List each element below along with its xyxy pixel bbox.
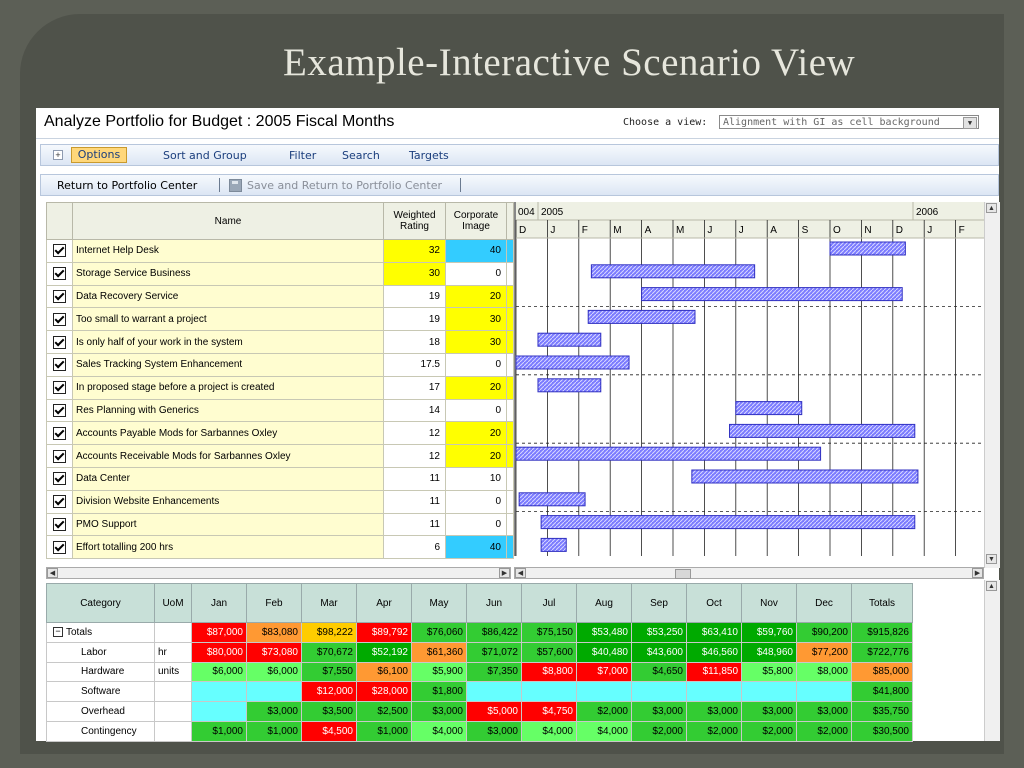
- row-indicator: [507, 285, 514, 308]
- project-name[interactable]: Too small to warrant a project: [73, 308, 384, 331]
- sort-group-button[interactable]: Sort and Group: [163, 149, 247, 162]
- budget-cell[interactable]: $5,000: [467, 702, 522, 722]
- corporate-image-value: 20: [446, 376, 507, 399]
- row-checkbox-cell: [47, 536, 73, 559]
- project-name[interactable]: Effort totalling 200 hrs: [73, 536, 384, 559]
- budget-cell[interactable]: $1,800: [412, 682, 467, 702]
- choose-view-select[interactable]: [719, 115, 979, 129]
- budget-cell[interactable]: $4,000: [522, 721, 577, 741]
- checkbox[interactable]: [53, 290, 66, 303]
- scroll-thumb[interactable]: [675, 569, 691, 579]
- gantt-bar[interactable]: [516, 447, 821, 460]
- budget-column-header[interactable]: Feb: [247, 584, 302, 623]
- weighted-rating-value: 12: [384, 422, 446, 445]
- checkbox[interactable]: [53, 541, 66, 554]
- options-button[interactable]: Options: [71, 147, 127, 163]
- gantt-bar[interactable]: [541, 516, 915, 529]
- weighted-rating-value: 19: [384, 308, 446, 331]
- checkbox[interactable]: [53, 267, 66, 280]
- budget-cell[interactable]: $71,072: [467, 642, 522, 662]
- budget-category-label: Hardware: [81, 666, 125, 678]
- weighted-rating-value: 19: [384, 285, 446, 308]
- budget-cell[interactable]: $8,800: [522, 662, 577, 682]
- name-column-header[interactable]: Name: [73, 203, 384, 240]
- gantt-bar[interactable]: [830, 242, 905, 255]
- chevron-down-icon[interactable]: ▼: [963, 117, 977, 129]
- weighted-rating-value: 11: [384, 490, 446, 513]
- budget-cell[interactable]: [192, 682, 247, 702]
- budget-row: [47, 721, 913, 741]
- project-name[interactable]: Accounts Payable Mods for Sarbannes Oxley: [73, 422, 384, 445]
- table-row[interactable]: [47, 490, 514, 513]
- budget-cell[interactable]: $915,826: [852, 623, 913, 643]
- budget-column-header[interactable]: UoM: [155, 584, 192, 623]
- row-checkbox-cell: [47, 399, 73, 422]
- checkbox[interactable]: [53, 427, 66, 440]
- page-header: [36, 108, 999, 139]
- budget-category-label: Labor: [81, 646, 107, 658]
- budget-header-row: [47, 584, 913, 623]
- table-row[interactable]: [47, 467, 514, 490]
- budget-cell[interactable]: [797, 682, 852, 702]
- gantt-bar[interactable]: [642, 288, 903, 301]
- toolbar-divider: [219, 178, 220, 192]
- budget-column-header[interactable]: Sep: [632, 584, 687, 623]
- row-indicator: [507, 467, 514, 490]
- grid-vertical-scrollbar[interactable]: [984, 202, 1000, 568]
- table-row[interactable]: [47, 331, 514, 354]
- budget-table: [46, 583, 913, 742]
- budget-category-label: Contingency: [81, 725, 137, 737]
- budget-column-header[interactable]: Nov: [742, 584, 797, 623]
- gantt-bar[interactable]: [516, 356, 629, 369]
- budget-cell[interactable]: $2,000: [632, 721, 687, 741]
- gantt-month-label: F: [958, 225, 965, 236]
- row-checkbox-cell: [47, 490, 73, 513]
- gantt-month-label: M: [613, 225, 622, 236]
- budget-cell[interactable]: [192, 702, 247, 722]
- budget-category-label: Software: [81, 686, 121, 698]
- checkbox[interactable]: [53, 518, 66, 531]
- budget-cell[interactable]: $53,480: [577, 623, 632, 643]
- budget-cell[interactable]: $4,750: [522, 702, 577, 722]
- budget-cell[interactable]: $6,000: [247, 662, 302, 682]
- budget-column-header[interactable]: Jul: [522, 584, 577, 623]
- row-checkbox-cell: [47, 285, 73, 308]
- row-checkbox-cell: [47, 262, 73, 285]
- weighted-rating-value: 11: [384, 513, 446, 536]
- gantt-bar[interactable]: [730, 424, 915, 437]
- table-row[interactable]: [47, 308, 514, 331]
- table-row[interactable]: [47, 399, 514, 422]
- table-row[interactable]: [47, 285, 514, 308]
- action-toolbar: [40, 174, 999, 196]
- checkbox[interactable]: [53, 404, 66, 417]
- row-indicator: [507, 331, 514, 354]
- budget-row: [47, 623, 913, 643]
- project-name[interactable]: In proposed stage before a project is created: [73, 376, 384, 399]
- budget-cell[interactable]: $2,500: [357, 702, 412, 722]
- gantt-month-label: A: [770, 225, 777, 236]
- budget-cell[interactable]: $52,192: [357, 642, 412, 662]
- gantt-month-label: S: [801, 225, 809, 236]
- weighted-rating-value: 6: [384, 536, 446, 559]
- row-indicator: [507, 536, 514, 559]
- checkbox[interactable]: [53, 495, 66, 508]
- project-name[interactable]: Data Center: [73, 467, 384, 490]
- budget-uom: [155, 682, 192, 702]
- budget-uom: [155, 702, 192, 722]
- budget-row: [47, 702, 913, 722]
- budget-cell[interactable]: $76,060: [412, 623, 467, 643]
- scroll-up-icon[interactable]: ▲: [986, 203, 997, 213]
- targets-button[interactable]: Targets: [409, 149, 449, 162]
- budget-column-header[interactable]: Oct: [687, 584, 742, 623]
- budget-cell[interactable]: $1,000: [357, 721, 412, 741]
- table-row[interactable]: [47, 376, 514, 399]
- weighted-rating-value: 32: [384, 240, 446, 263]
- budget-category-label: Totals: [66, 626, 93, 638]
- scroll-right-icon[interactable]: ▶: [972, 568, 983, 578]
- budget-cell[interactable]: $75,150: [522, 623, 577, 643]
- gantt-bar[interactable]: [591, 265, 754, 278]
- weighted-rating-header[interactable]: Weighted Rating: [384, 203, 446, 240]
- budget-cell[interactable]: [247, 682, 302, 702]
- budget-category: [47, 702, 155, 722]
- budget-cell[interactable]: $63,410: [687, 623, 742, 643]
- corporate-image-value: 20: [446, 285, 507, 308]
- budget-cell[interactable]: $4,000: [577, 721, 632, 741]
- budget-cell[interactable]: $7,350: [467, 662, 522, 682]
- slide-title: Example-Interactive Scenario View: [283, 41, 856, 84]
- grid-spacer-header: [507, 203, 514, 240]
- budget-cell[interactable]: $61,360: [412, 642, 467, 662]
- row-checkbox-cell: [47, 467, 73, 490]
- budget-cell[interactable]: $73,080: [247, 642, 302, 662]
- gantt-bar[interactable]: [736, 402, 802, 415]
- row-indicator: [507, 422, 514, 445]
- gantt-chart: [514, 202, 986, 556]
- budget-cell[interactable]: $2,000: [687, 721, 742, 741]
- table-row[interactable]: [47, 262, 514, 285]
- gantt-bar[interactable]: [538, 379, 601, 392]
- gantt-bar[interactable]: [519, 493, 585, 506]
- budget-column-header[interactable]: May: [412, 584, 467, 623]
- budget-uom: units: [155, 662, 192, 682]
- budget-cell[interactable]: $4,500: [302, 721, 357, 741]
- row-checkbox-cell: [47, 422, 73, 445]
- budget-column-header[interactable]: Aug: [577, 584, 632, 623]
- row-indicator: [507, 240, 514, 263]
- search-button[interactable]: Search: [342, 149, 380, 162]
- save-icon: [229, 179, 242, 192]
- project-name[interactable]: Internet Help Desk: [73, 240, 384, 263]
- expand-icon[interactable]: +: [53, 150, 63, 160]
- table-row[interactable]: [47, 513, 514, 536]
- budget-cell[interactable]: [522, 682, 577, 702]
- row-checkbox-cell: [47, 513, 73, 536]
- budget-category: [47, 642, 155, 662]
- budget-column-header[interactable]: Totals: [852, 584, 913, 623]
- corporate-image-value: 0: [446, 399, 507, 422]
- budget-cell[interactable]: $4,000: [412, 721, 467, 741]
- project-name[interactable]: Storage Service Business: [73, 262, 384, 285]
- budget-cell[interactable]: $59,760: [742, 623, 797, 643]
- budget-cell[interactable]: $3,000: [412, 702, 467, 722]
- budget-cell[interactable]: $5,800: [742, 662, 797, 682]
- gantt-month-label: A: [644, 225, 652, 236]
- corporate-image-value: 30: [446, 331, 507, 354]
- budget-cell[interactable]: $12,000: [302, 682, 357, 702]
- project-grid-body: [47, 240, 514, 559]
- budget-column-header[interactable]: Mar: [302, 584, 357, 623]
- budget-cell[interactable]: $3,000: [742, 702, 797, 722]
- budget-uom: [155, 721, 192, 741]
- budget-cell[interactable]: [687, 682, 742, 702]
- filter-button[interactable]: Filter: [289, 149, 317, 162]
- project-name[interactable]: Res Planning with Generics: [73, 399, 384, 422]
- gantt-month-label: M: [676, 225, 685, 236]
- table-row[interactable]: [47, 445, 514, 468]
- toolbar-divider: [460, 178, 461, 192]
- budget-category: [47, 662, 155, 682]
- row-indicator: [507, 490, 514, 513]
- weighted-rating-value: 14: [384, 399, 446, 422]
- project-grid: [46, 202, 514, 559]
- budget-cell[interactable]: $85,000: [852, 662, 913, 682]
- budget-cell[interactable]: $2,000: [742, 721, 797, 741]
- gantt-month-label: J: [738, 225, 744, 236]
- gantt-horizontal-scrollbar[interactable]: [514, 567, 984, 579]
- budget-cell[interactable]: [577, 682, 632, 702]
- scroll-left-icon[interactable]: ◀: [47, 568, 58, 578]
- row-checkbox-cell: [47, 308, 73, 331]
- checkbox[interactable]: [53, 336, 66, 349]
- gantt-month-label: J: [927, 225, 933, 236]
- budget-column-header[interactable]: Dec: [797, 584, 852, 623]
- budget-cell[interactable]: $48,960: [742, 642, 797, 662]
- budget-category: [47, 682, 155, 702]
- table-row[interactable]: [47, 240, 514, 263]
- budget-cell[interactable]: $40,480: [577, 642, 632, 662]
- budget-cell[interactable]: $1,000: [192, 721, 247, 741]
- budget-cell[interactable]: $90,200: [797, 623, 852, 643]
- weighted-rating-value: 17: [384, 376, 446, 399]
- budget-cell[interactable]: $35,750: [852, 702, 913, 722]
- budget-cell[interactable]: $89,792: [357, 623, 412, 643]
- project-name[interactable]: Accounts Receivable Mods for Sarbannes Oxley: [73, 445, 384, 468]
- budget-cell[interactable]: $3,000: [632, 702, 687, 722]
- budget-cell[interactable]: $43,600: [632, 642, 687, 662]
- project-name[interactable]: Division Website Enhancements: [73, 490, 384, 513]
- budget-cell[interactable]: $2,000: [797, 721, 852, 741]
- row-checkbox-cell: [47, 331, 73, 354]
- checkbox[interactable]: [53, 381, 66, 394]
- row-indicator: [507, 353, 514, 376]
- project-name[interactable]: Is only half of your work in the system: [73, 331, 384, 354]
- corporate-image-value: 0: [446, 262, 507, 285]
- scroll-left-icon[interactable]: ◀: [515, 568, 526, 578]
- gantt-month-label: N: [864, 225, 872, 236]
- budget-cell[interactable]: $3,000: [467, 721, 522, 741]
- scroll-up-icon[interactable]: ▲: [986, 581, 997, 591]
- gantt-month-label: F: [581, 225, 588, 236]
- budget-cell[interactable]: $7,000: [577, 662, 632, 682]
- budget-uom: [155, 623, 192, 643]
- budget-cell[interactable]: $4,650: [632, 662, 687, 682]
- budget-cell[interactable]: $5,900: [412, 662, 467, 682]
- checkbox[interactable]: [53, 472, 66, 485]
- budget-cell[interactable]: $57,600: [522, 642, 577, 662]
- project-name[interactable]: Data Recovery Service: [73, 285, 384, 308]
- row-indicator: [507, 262, 514, 285]
- row-indicator: [507, 376, 514, 399]
- corporate-image-value: 10: [446, 467, 507, 490]
- gantt-bar[interactable]: [538, 333, 601, 346]
- budget-body: [47, 623, 913, 742]
- budget-cell[interactable]: [742, 682, 797, 702]
- row-checkbox-cell: [47, 353, 73, 376]
- checkbox[interactable]: [53, 313, 66, 326]
- table-row[interactable]: [47, 353, 514, 376]
- budget-cell[interactable]: $7,550: [302, 662, 357, 682]
- gantt-year-label: 004: [518, 207, 535, 218]
- budget-cell[interactable]: $3,000: [797, 702, 852, 722]
- corporate-image-value: 0: [446, 490, 507, 513]
- gantt-bar[interactable]: [692, 470, 918, 483]
- gantt-year-label: 2006: [916, 207, 939, 218]
- corporate-image-value: 0: [446, 353, 507, 376]
- row-indicator: [507, 399, 514, 422]
- gantt-month-label: J: [707, 225, 713, 236]
- weighted-rating-value: 11: [384, 467, 446, 490]
- app-window: [36, 108, 999, 741]
- weighted-rating-value: 12: [384, 445, 446, 468]
- budget-cell[interactable]: $98,222: [302, 623, 357, 643]
- corporate-image-value: 40: [446, 536, 507, 559]
- checkbox[interactable]: [53, 358, 66, 371]
- budget-cell[interactable]: $83,080: [247, 623, 302, 643]
- row-checkbox-cell: [47, 240, 73, 263]
- collapse-icon[interactable]: −: [53, 627, 63, 637]
- budget-cell[interactable]: $8,000: [797, 662, 852, 682]
- row-checkbox-cell: [47, 445, 73, 468]
- grid-horizontal-scrollbar[interactable]: [46, 567, 511, 579]
- corporate-image-value: 20: [446, 445, 507, 468]
- checkbox[interactable]: [53, 244, 66, 257]
- budget-row: [47, 642, 913, 662]
- scroll-right-icon[interactable]: ▶: [499, 568, 510, 578]
- return-button[interactable]: Return to Portfolio Center: [57, 179, 198, 192]
- gantt-month-label: D: [519, 225, 527, 236]
- corporate-image-value: 20: [446, 422, 507, 445]
- scroll-down-icon[interactable]: ▼: [986, 554, 997, 564]
- corporate-image-header[interactable]: Corporate Image: [446, 203, 507, 240]
- choose-view-value: Alignment with GI as cell background: [723, 117, 940, 128]
- row-checkbox-cell: [47, 376, 73, 399]
- budget-cell[interactable]: $2,000: [577, 702, 632, 722]
- budget-cell[interactable]: $30,500: [852, 721, 913, 741]
- corporate-image-value: 0: [446, 513, 507, 536]
- weighted-rating-value: 17.5: [384, 353, 446, 376]
- row-indicator: [507, 513, 514, 536]
- gantt-bar[interactable]: [541, 538, 566, 551]
- checkbox[interactable]: [53, 450, 66, 463]
- budget-cell[interactable]: $80,000: [192, 642, 247, 662]
- budget-column-header[interactable]: Category: [47, 584, 155, 623]
- budget-cell[interactable]: $77,200: [797, 642, 852, 662]
- checkbox-column-header: [47, 203, 73, 240]
- choose-view-label: Choose a view:: [623, 117, 708, 128]
- corporate-image-value: 30: [446, 308, 507, 331]
- table-row[interactable]: [47, 536, 514, 559]
- budget-cell[interactable]: $11,850: [687, 662, 742, 682]
- budget-cell[interactable]: $46,560: [687, 642, 742, 662]
- gantt-month-label: O: [833, 225, 841, 236]
- project-name[interactable]: Sales Tracking System Enhancement: [73, 353, 384, 376]
- budget-row: [47, 662, 913, 682]
- row-indicator: [507, 308, 514, 331]
- table-row[interactable]: [47, 422, 514, 445]
- gantt-month-label: J: [550, 225, 556, 236]
- save-return-button[interactable]: Save and Return to Portfolio Center: [247, 179, 442, 192]
- gantt-bar[interactable]: [588, 310, 695, 323]
- budget-cell[interactable]: $3,000: [687, 702, 742, 722]
- budget-cell[interactable]: $41,800: [852, 682, 913, 702]
- budget-cell[interactable]: $86,422: [467, 623, 522, 643]
- weighted-rating-value: 30: [384, 262, 446, 285]
- budget-cell[interactable]: $28,000: [357, 682, 412, 702]
- budget-cell[interactable]: $53,250: [632, 623, 687, 643]
- gantt-year-label: 2005: [541, 207, 564, 218]
- budget-cell[interactable]: [467, 682, 522, 702]
- options-toolbar: [40, 144, 999, 166]
- budget-cell[interactable]: [632, 682, 687, 702]
- budget-cell[interactable]: $1,000: [247, 721, 302, 741]
- budget-category-label: Overhead: [81, 706, 125, 718]
- project-name[interactable]: PMO Support: [73, 513, 384, 536]
- budget-column-header[interactable]: Apr: [357, 584, 412, 623]
- budget-cell[interactable]: $3,000: [247, 702, 302, 722]
- budget-cell[interactable]: $722,776: [852, 642, 913, 662]
- budget-category: [47, 721, 155, 741]
- gantt-month-label: D: [895, 225, 904, 236]
- budget-cell[interactable]: $3,500: [302, 702, 357, 722]
- budget-cell[interactable]: $6,000: [192, 662, 247, 682]
- budget-vertical-scrollbar[interactable]: [984, 580, 1000, 741]
- weighted-rating-value: 18: [384, 331, 446, 354]
- row-indicator: [507, 445, 514, 468]
- budget-cell[interactable]: $70,672: [302, 642, 357, 662]
- corporate-image-value: 40: [446, 240, 507, 263]
- page-title: Analyze Portfolio for Budget : 2005 Fiscal Months: [44, 113, 395, 130]
- budget-column-header[interactable]: Jun: [467, 584, 522, 623]
- budget-category: [47, 623, 155, 643]
- budget-uom: hr: [155, 642, 192, 662]
- budget-cell[interactable]: $6,100: [357, 662, 412, 682]
- budget-column-header[interactable]: Jan: [192, 584, 247, 623]
- budget-row: [47, 682, 913, 702]
- gantt-svg: [516, 202, 986, 556]
- budget-cell[interactable]: $87,000: [192, 623, 247, 643]
